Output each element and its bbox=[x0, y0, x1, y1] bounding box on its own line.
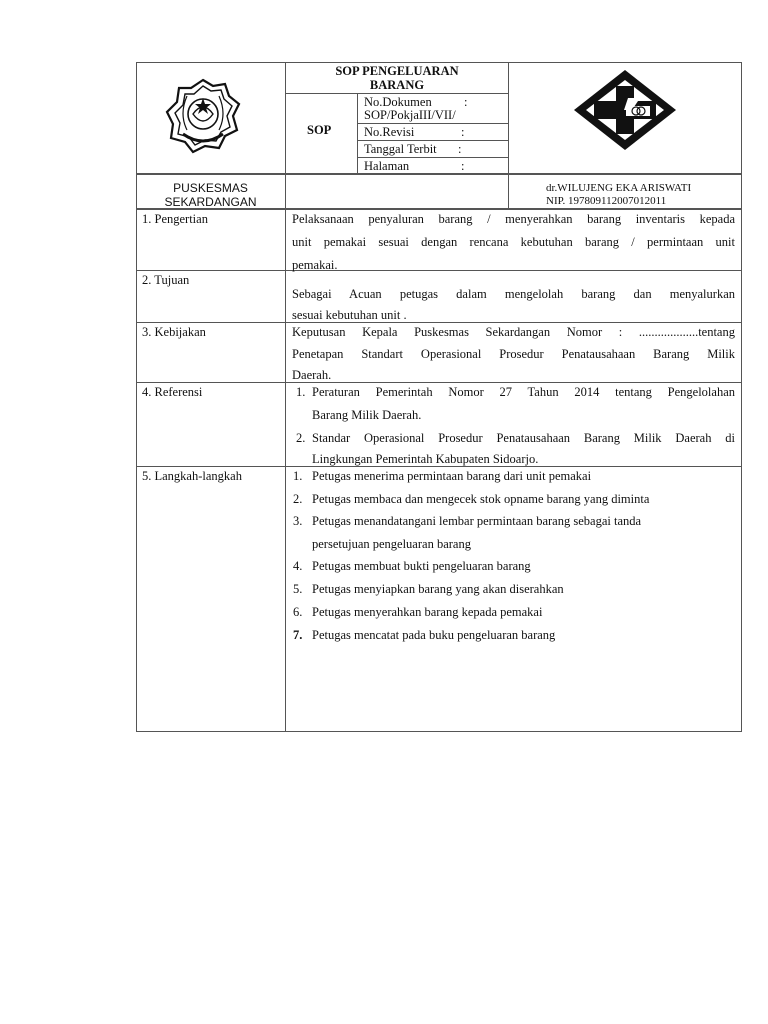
org-name bbox=[137, 181, 284, 209]
tujuan-line1: Sebagai Acuan petugas dalam mengelolah barang dan menyalurkan bbox=[292, 287, 735, 301]
referensi-item-1-num: 1. bbox=[296, 385, 306, 399]
langkah-item-1: Petugas menerima permintaan barang dari unit pemakai bbox=[312, 469, 592, 483]
referensi-item-1-line2: Barang Milik Daerah. bbox=[312, 408, 422, 422]
terbit-label: Tanggal Terbit bbox=[364, 142, 437, 156]
revisi-colon: : bbox=[461, 125, 465, 139]
tujuan-line2: sesuai kebutuhan unit . bbox=[292, 308, 407, 322]
langkah-item-4: Petugas membuat bukti pengeluaran barang bbox=[312, 559, 531, 573]
langkah-item-2-num: 2. bbox=[293, 492, 303, 506]
langkah-item-6: Petugas menyerahkan barang kepada pemakai bbox=[312, 605, 543, 619]
langkah-item-5: Petugas menyiapkan barang yang akan diserahkan bbox=[312, 582, 564, 596]
langkah-label: 5. Langkah-langkah bbox=[142, 469, 242, 483]
referensi-item-2-num: 2. bbox=[296, 431, 306, 445]
langkah-item-5-num: 5. bbox=[293, 582, 303, 596]
langkah-item-7: Petugas mencatat pada buku pengeluaran barang bbox=[312, 628, 556, 642]
sop-title-line2: BARANG bbox=[369, 78, 425, 92]
kabupaten-emblem-icon bbox=[163, 76, 243, 156]
kebijakan-line2: Penetapan Standart Operasional Prosedur Penatausahaan Barang Milik bbox=[292, 347, 735, 361]
sop-label: SOP bbox=[307, 123, 332, 137]
kebijakan-label: 3. Kebijakan bbox=[142, 325, 206, 339]
signer-name: dr.WILUJENG EKA ARISWATI bbox=[546, 182, 692, 194]
doc-no-value: SOP/PokjaIII/VII/ bbox=[364, 108, 456, 122]
langkah-item-3-cont: persetujuan pengeluaran barang bbox=[312, 537, 471, 551]
sop-title bbox=[288, 64, 506, 92]
revisi-label: No.Revisi bbox=[364, 125, 415, 139]
referensi-item-2-line1: Standar Operasional Prosedur Penatausahaan Barang Milik Daerah di bbox=[312, 431, 735, 445]
pengertian-line1: Pelaksanaan penyaluran barang / menyerahkan barang inventaris kepada bbox=[292, 212, 735, 226]
referensi-item-1-line1: Peraturan Pemerintah Nomor 27 Tahun 2014 tentang Pengelolahan bbox=[312, 385, 735, 399]
kebijakan-line1: Keputusan Kepala Puskesmas Sekardangan Nomor : ...................tentang bbox=[292, 325, 735, 339]
langkah-item-6-num: 6. bbox=[293, 605, 303, 619]
langkah-item-7-num: 7. bbox=[293, 628, 303, 642]
pengertian-line2: unit pemakai sesuai dengan rencana kebutuhan barang / permintaan unit bbox=[292, 235, 735, 249]
terbit-colon: : bbox=[458, 142, 462, 156]
tujuan-label: 2. Tujuan bbox=[142, 273, 190, 287]
kebijakan-line3: Daerah. bbox=[292, 368, 332, 382]
langkah-item-1-num: 1. bbox=[293, 469, 303, 483]
halaman-colon: : bbox=[461, 159, 465, 173]
pengertian-line3: pemakai. bbox=[292, 258, 338, 272]
referensi-label: 4. Referensi bbox=[142, 385, 203, 399]
puskesmas-logo-icon bbox=[570, 66, 680, 154]
doc-no-label: No.Dokumen bbox=[364, 95, 432, 109]
langkah-item-2: Petugas membaca dan mengecek stok opname barang yang diminta bbox=[312, 492, 650, 506]
halaman-label: Halaman bbox=[364, 159, 410, 173]
org-name-line2: SEKARDANGAN bbox=[164, 195, 257, 209]
sop-title-line1: SOP PENGELUARAN bbox=[335, 64, 459, 78]
doc-no-colon: : bbox=[464, 95, 468, 109]
pengertian-label: 1. Pengertian bbox=[142, 212, 208, 226]
langkah-item-3: Petugas menandatangani lembar permintaan barang sebagai tanda bbox=[312, 514, 642, 528]
referensi-item-2-line2: Lingkungan Pemerintah Kabupaten Sidoarjo. bbox=[312, 452, 539, 466]
langkah-item-3-num: 3. bbox=[293, 514, 303, 528]
signer-nip: NIP. 197809112007012011 bbox=[546, 195, 667, 207]
langkah-item-4-num: 4. bbox=[293, 559, 303, 573]
org-name-line1: PUSKESMAS bbox=[173, 181, 248, 195]
